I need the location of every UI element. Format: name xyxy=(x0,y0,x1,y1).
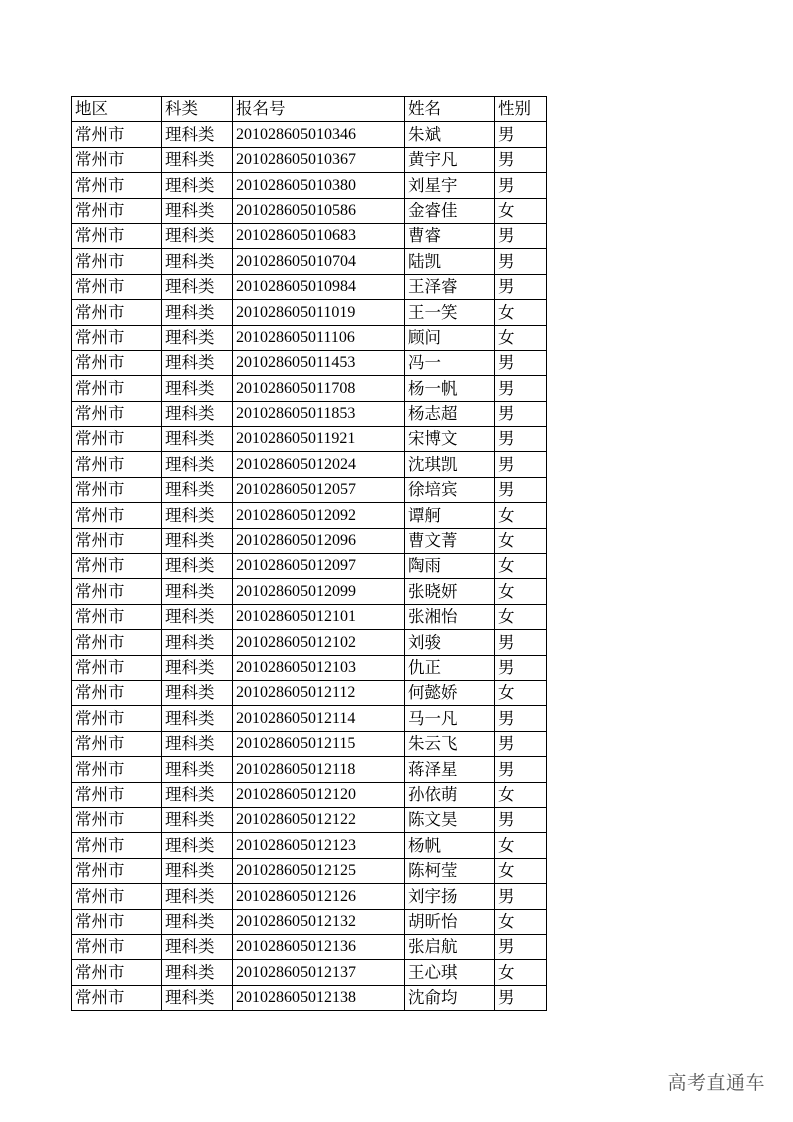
cell-gender: 男 xyxy=(495,706,547,731)
cell-name: 刘星宇 xyxy=(405,173,495,198)
table-header-row xyxy=(72,97,547,122)
cell-region: 常州市 xyxy=(72,909,162,934)
cell-category: 理科类 xyxy=(162,630,233,655)
cell-gender: 女 xyxy=(495,960,547,985)
cell-region: 常州市 xyxy=(72,554,162,579)
cell-category: 理科类 xyxy=(162,528,233,553)
cell-category: 理科类 xyxy=(162,376,233,401)
cell-name: 金睿佳 xyxy=(405,198,495,223)
cell-name: 徐培宾 xyxy=(405,477,495,502)
cell-registration-number: 201028605011019 xyxy=(233,300,405,325)
cell-category: 理科类 xyxy=(162,452,233,477)
cell-gender: 女 xyxy=(495,528,547,553)
cell-category: 理科类 xyxy=(162,655,233,680)
cell-region: 常州市 xyxy=(72,452,162,477)
cell-name: 刘宇扬 xyxy=(405,884,495,909)
cell-category: 理科类 xyxy=(162,300,233,325)
cell-region: 常州市 xyxy=(72,427,162,452)
cell-category: 理科类 xyxy=(162,604,233,629)
cell-category: 理科类 xyxy=(162,731,233,756)
cell-region: 常州市 xyxy=(72,960,162,985)
cell-name: 仇正 xyxy=(405,655,495,680)
cell-name: 宋博文 xyxy=(405,427,495,452)
table-body xyxy=(72,122,547,1011)
cell-region: 常州市 xyxy=(72,985,162,1010)
table-row xyxy=(72,223,547,248)
cell-gender: 女 xyxy=(495,503,547,528)
cell-registration-number: 201028605012102 xyxy=(233,630,405,655)
cell-gender: 女 xyxy=(495,604,547,629)
table-row xyxy=(72,376,547,401)
cell-registration-number: 201028605010346 xyxy=(233,122,405,147)
cell-category: 理科类 xyxy=(162,274,233,299)
cell-registration-number: 201028605010704 xyxy=(233,249,405,274)
cell-category: 理科类 xyxy=(162,909,233,934)
cell-region: 常州市 xyxy=(72,757,162,782)
table-row xyxy=(72,757,547,782)
cell-region: 常州市 xyxy=(72,503,162,528)
cell-category: 理科类 xyxy=(162,503,233,528)
cell-region: 常州市 xyxy=(72,350,162,375)
cell-name: 刘骏 xyxy=(405,630,495,655)
cell-category: 理科类 xyxy=(162,934,233,959)
cell-category: 理科类 xyxy=(162,223,233,248)
cell-gender: 男 xyxy=(495,477,547,502)
cell-gender: 男 xyxy=(495,452,547,477)
cell-region: 常州市 xyxy=(72,884,162,909)
cell-gender: 男 xyxy=(495,630,547,655)
cell-name: 孙依萌 xyxy=(405,782,495,807)
cell-region: 常州市 xyxy=(72,630,162,655)
cell-category: 理科类 xyxy=(162,198,233,223)
cell-category: 理科类 xyxy=(162,960,233,985)
cell-gender: 男 xyxy=(495,122,547,147)
cell-registration-number: 201028605010380 xyxy=(233,173,405,198)
cell-region: 常州市 xyxy=(72,655,162,680)
cell-region: 常州市 xyxy=(72,198,162,223)
cell-registration-number: 201028605011853 xyxy=(233,401,405,426)
cell-category: 理科类 xyxy=(162,757,233,782)
cell-registration-number: 201028605012123 xyxy=(233,833,405,858)
cell-name: 陶雨 xyxy=(405,554,495,579)
cell-gender: 女 xyxy=(495,579,547,604)
cell-registration-number: 201028605011921 xyxy=(233,427,405,452)
cell-registration-number: 201028605012122 xyxy=(233,807,405,832)
watermark-text: 高考直通车 xyxy=(667,1072,765,1094)
cell-registration-number: 201028605011106 xyxy=(233,325,405,350)
cell-registration-number: 201028605011708 xyxy=(233,376,405,401)
table-row xyxy=(72,427,547,452)
cell-category: 理科类 xyxy=(162,782,233,807)
cell-region: 常州市 xyxy=(72,579,162,604)
cell-registration-number: 201028605010367 xyxy=(233,147,405,172)
cell-region: 常州市 xyxy=(72,376,162,401)
table-row xyxy=(72,477,547,502)
cell-region: 常州市 xyxy=(72,528,162,553)
cell-gender: 女 xyxy=(495,300,547,325)
header-category: 科类 xyxy=(162,97,233,122)
table-row xyxy=(72,325,547,350)
cell-region: 常州市 xyxy=(72,782,162,807)
cell-registration-number: 201028605012115 xyxy=(233,731,405,756)
table-row xyxy=(72,985,547,1010)
table-row xyxy=(72,884,547,909)
table-row xyxy=(72,960,547,985)
cell-name: 朱斌 xyxy=(405,122,495,147)
cell-gender: 男 xyxy=(495,147,547,172)
cell-category: 理科类 xyxy=(162,147,233,172)
cell-region: 常州市 xyxy=(72,731,162,756)
header-gender: 性别 xyxy=(495,97,547,122)
cell-registration-number: 201028605012101 xyxy=(233,604,405,629)
cell-name: 谭舸 xyxy=(405,503,495,528)
cell-region: 常州市 xyxy=(72,401,162,426)
cell-name: 顾问 xyxy=(405,325,495,350)
cell-name: 陈文昊 xyxy=(405,807,495,832)
table-row xyxy=(72,680,547,705)
table-row xyxy=(72,706,547,731)
cell-region: 常州市 xyxy=(72,274,162,299)
cell-registration-number: 201028605012120 xyxy=(233,782,405,807)
cell-gender: 男 xyxy=(495,985,547,1010)
cell-category: 理科类 xyxy=(162,427,233,452)
cell-region: 常州市 xyxy=(72,147,162,172)
cell-gender: 女 xyxy=(495,325,547,350)
cell-category: 理科类 xyxy=(162,680,233,705)
cell-registration-number: 201028605012057 xyxy=(233,477,405,502)
cell-name: 张湘怡 xyxy=(405,604,495,629)
cell-name: 曹睿 xyxy=(405,223,495,248)
cell-region: 常州市 xyxy=(72,604,162,629)
table-row xyxy=(72,249,547,274)
cell-category: 理科类 xyxy=(162,858,233,883)
cell-category: 理科类 xyxy=(162,807,233,832)
table-row xyxy=(72,274,547,299)
cell-registration-number: 201028605012099 xyxy=(233,579,405,604)
cell-gender: 男 xyxy=(495,249,547,274)
cell-region: 常州市 xyxy=(72,173,162,198)
cell-gender: 男 xyxy=(495,223,547,248)
cell-name: 胡昕怡 xyxy=(405,909,495,934)
cell-registration-number: 201028605012096 xyxy=(233,528,405,553)
cell-region: 常州市 xyxy=(72,300,162,325)
cell-name: 王心琪 xyxy=(405,960,495,985)
cell-name: 冯一 xyxy=(405,350,495,375)
cell-gender: 女 xyxy=(495,680,547,705)
cell-registration-number: 201028605012125 xyxy=(233,858,405,883)
table-row xyxy=(72,630,547,655)
cell-category: 理科类 xyxy=(162,122,233,147)
table-row xyxy=(72,807,547,832)
cell-region: 常州市 xyxy=(72,858,162,883)
table-row xyxy=(72,401,547,426)
table-row xyxy=(72,909,547,934)
cell-registration-number: 201028605012136 xyxy=(233,934,405,959)
cell-name: 王一笑 xyxy=(405,300,495,325)
cell-region: 常州市 xyxy=(72,934,162,959)
cell-name: 马一凡 xyxy=(405,706,495,731)
cell-gender: 男 xyxy=(495,884,547,909)
cell-registration-number: 201028605010984 xyxy=(233,274,405,299)
cell-name: 沈俞均 xyxy=(405,985,495,1010)
cell-category: 理科类 xyxy=(162,477,233,502)
cell-region: 常州市 xyxy=(72,807,162,832)
cell-gender: 女 xyxy=(495,198,547,223)
cell-name: 沈琪凯 xyxy=(405,452,495,477)
cell-registration-number: 201028605012024 xyxy=(233,452,405,477)
cell-registration-number: 201028605012132 xyxy=(233,909,405,934)
cell-gender: 女 xyxy=(495,833,547,858)
cell-name: 蒋泽星 xyxy=(405,757,495,782)
cell-registration-number: 201028605012137 xyxy=(233,960,405,985)
cell-category: 理科类 xyxy=(162,579,233,604)
cell-gender: 男 xyxy=(495,807,547,832)
cell-name: 杨志超 xyxy=(405,401,495,426)
cell-gender: 男 xyxy=(495,655,547,680)
header-region: 地区 xyxy=(72,97,162,122)
table-row xyxy=(72,604,547,629)
cell-name: 张晓妍 xyxy=(405,579,495,604)
cell-gender: 男 xyxy=(495,934,547,959)
table-row xyxy=(72,122,547,147)
cell-gender: 男 xyxy=(495,350,547,375)
cell-category: 理科类 xyxy=(162,401,233,426)
cell-name: 何懿娇 xyxy=(405,680,495,705)
student-list-table xyxy=(71,96,547,1011)
cell-region: 常州市 xyxy=(72,223,162,248)
cell-name: 杨帆 xyxy=(405,833,495,858)
table-row xyxy=(72,503,547,528)
cell-category: 理科类 xyxy=(162,833,233,858)
cell-registration-number: 201028605010683 xyxy=(233,223,405,248)
cell-category: 理科类 xyxy=(162,325,233,350)
cell-category: 理科类 xyxy=(162,554,233,579)
cell-region: 常州市 xyxy=(72,706,162,731)
header-registration-number: 报名号 xyxy=(233,97,405,122)
cell-gender: 男 xyxy=(495,731,547,756)
cell-name: 陈柯莹 xyxy=(405,858,495,883)
cell-gender: 女 xyxy=(495,858,547,883)
cell-registration-number: 201028605012138 xyxy=(233,985,405,1010)
cell-name: 朱云飞 xyxy=(405,731,495,756)
cell-registration-number: 201028605012092 xyxy=(233,503,405,528)
table-row xyxy=(72,731,547,756)
cell-name: 王泽睿 xyxy=(405,274,495,299)
cell-category: 理科类 xyxy=(162,706,233,731)
table-row xyxy=(72,579,547,604)
cell-registration-number: 201028605012097 xyxy=(233,554,405,579)
cell-region: 常州市 xyxy=(72,122,162,147)
cell-category: 理科类 xyxy=(162,350,233,375)
cell-gender: 男 xyxy=(495,401,547,426)
cell-gender: 男 xyxy=(495,274,547,299)
cell-registration-number: 201028605012114 xyxy=(233,706,405,731)
cell-name: 杨一帆 xyxy=(405,376,495,401)
cell-category: 理科类 xyxy=(162,173,233,198)
cell-name: 黄宇凡 xyxy=(405,147,495,172)
cell-region: 常州市 xyxy=(72,249,162,274)
cell-gender: 女 xyxy=(495,782,547,807)
table-row xyxy=(72,452,547,477)
cell-gender: 女 xyxy=(495,909,547,934)
cell-registration-number: 201028605011453 xyxy=(233,350,405,375)
cell-gender: 男 xyxy=(495,173,547,198)
cell-gender: 男 xyxy=(495,376,547,401)
table-row xyxy=(72,147,547,172)
table-row xyxy=(72,350,547,375)
table-row xyxy=(72,934,547,959)
table-row xyxy=(72,833,547,858)
cell-gender: 男 xyxy=(495,427,547,452)
cell-name: 曹文菁 xyxy=(405,528,495,553)
cell-registration-number: 201028605012112 xyxy=(233,680,405,705)
cell-region: 常州市 xyxy=(72,680,162,705)
cell-region: 常州市 xyxy=(72,833,162,858)
table-row xyxy=(72,528,547,553)
cell-category: 理科类 xyxy=(162,985,233,1010)
table-row xyxy=(72,173,547,198)
cell-registration-number: 201028605012103 xyxy=(233,655,405,680)
table-row xyxy=(72,554,547,579)
cell-region: 常州市 xyxy=(72,325,162,350)
cell-category: 理科类 xyxy=(162,884,233,909)
table-row xyxy=(72,655,547,680)
header-name: 姓名 xyxy=(405,97,495,122)
cell-registration-number: 201028605012126 xyxy=(233,884,405,909)
cell-name: 张启航 xyxy=(405,934,495,959)
cell-category: 理科类 xyxy=(162,249,233,274)
cell-gender: 女 xyxy=(495,554,547,579)
table-row xyxy=(72,782,547,807)
cell-gender: 男 xyxy=(495,757,547,782)
cell-registration-number: 201028605012118 xyxy=(233,757,405,782)
cell-region: 常州市 xyxy=(72,477,162,502)
cell-registration-number: 201028605010586 xyxy=(233,198,405,223)
table-row xyxy=(72,300,547,325)
cell-name: 陆凯 xyxy=(405,249,495,274)
table-row xyxy=(72,198,547,223)
table-row xyxy=(72,858,547,883)
